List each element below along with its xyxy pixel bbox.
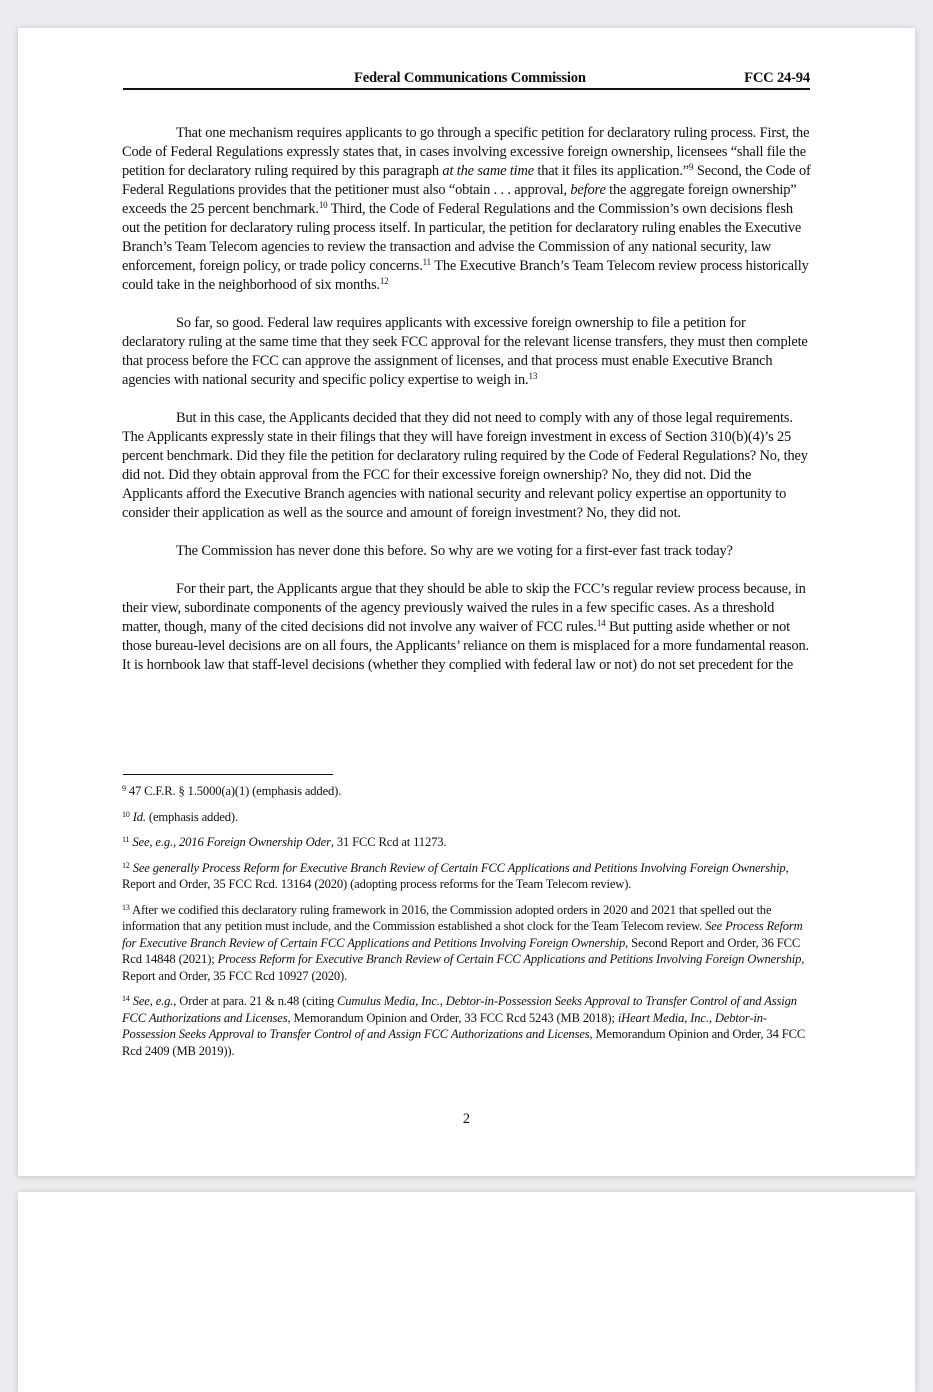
text-run: Second, the Code of Federal Regulations provides that the petitioner must also “obtain . . . approval, <box>122 163 811 198</box>
footnote-ref: 11 <box>422 257 432 267</box>
text-run: Order at para. 21 & n.48 (citing <box>176 994 337 1008</box>
paragraph <box>122 314 812 390</box>
body-text <box>122 124 812 694</box>
document-page <box>18 28 915 1176</box>
footnote-number: 9 <box>122 784 126 793</box>
text-run: For their part, the Applicants argue that they should be able to skip the FCC’s regular review process because, in their view, subordinate components of the agency previously waived the rules in a few specific cases. As a threshold matter, though, many of the cited decisions did not involve any waiver of FCC rules. <box>122 581 806 635</box>
text-run: But in this case, the Applicants decided that they did not need to comply with any of those legal requirements. The Applicants expressly state in their filings that they will have foreign investment in excess of Section 310(b)(4)’s 25 percent benchmark. Did they file the petition for declaratory ruling required by the Code of Federal Regulations? No, they did not. Did they obtain approval from the FCC for their excessive foreign ownership? No, they did not. Did the Applicants afford the Executive Branch agencies with national security and relevant policy expertise an opportunity to consider their application as well as the source and amount of foreign investment? No, they did not. <box>122 410 808 521</box>
header-doc-number: FCC 24-94 <box>744 70 810 86</box>
footnote <box>122 834 814 851</box>
footnote <box>122 809 814 826</box>
footnote <box>122 902 814 985</box>
italic-text: See, e.g., <box>132 994 177 1008</box>
text-run: , Memorandum Opinion and Order, 34 FCC Rcd 2409 (MB 2019)). <box>122 1027 806 1058</box>
italic-text: See Process Reform for Executive Branch Review of Certain FCC Applications and Petitions Involving Foreign Ownership <box>122 919 803 950</box>
footnote-ref: 9 <box>689 162 694 172</box>
footnote-ref: 13 <box>528 371 538 381</box>
text-run: , 31 FCC Rcd at 11273. <box>330 835 447 849</box>
footnote-ref: 14 <box>596 618 606 628</box>
footnote-ref: 12 <box>379 276 389 286</box>
footnote-number: 11 <box>122 835 130 844</box>
page-header <box>123 70 810 90</box>
paragraph <box>122 124 812 295</box>
text-run: So far, so good. Federal law requires applicants with excessive foreign ownership to file a petition for declaratory ruling at the same time that they seek FCC approval for the relevant license transfers, they must then complete that process before the FCC can approve the assignment of licenses, and that process must enable Executive Branch agencies with national security and specific policy expertise to weigh in. <box>122 315 808 388</box>
italic-text: See generally Process Reform for Executive Branch Review of Certain FCC Applications and Petitions Involving Foreign Ownership <box>132 860 786 875</box>
text-run: , Memorandum Opinion and Order, 33 FCC Rcd 5243 (MB 2018); <box>287 1010 618 1025</box>
italic-text: Cumulus Media, Inc., Debtor-in-Possession Seeks Approval to Transfer Control of and Assign FCC Authorizations and Licenses <box>122 994 797 1025</box>
text-run: , Report and Order, 35 FCC Rcd. 13164 (2020) (adopting process reforms for the Team Telecom review). <box>122 860 789 891</box>
footnote <box>122 993 814 1059</box>
paragraph <box>122 542 812 561</box>
text-run: That one mechanism requires applicants to go through a specific petition for declaratory ruling process. First, the Code of Federal Regulations expressly states that, in cases involving excessive foreign ownership, licensees “shall file the petition for declaratory ruling required by this paragraph <box>122 125 810 179</box>
footnote-ref: 10 <box>318 200 328 210</box>
italic-text: iHeart Media, Inc., Debtor-in-Possession Seeks Approval to Transfer Control of and Assign FCC Authorizations and Licenses <box>122 1010 767 1041</box>
text-run: , Report and Order, 35 FCC Rcd 10927 (2020). <box>122 952 805 983</box>
text-run: But putting aside whether or not those bureau-level decisions are on all fours, the Applicants’ reliance on them is misplaced for a more fundamental reason. It is hornbook law that staff-level decisions (whether they complied with federal law or not) do not set precedent for the <box>122 619 809 673</box>
text-run: The Executive Branch’s Team Telecom review process historically could take in the neighborhood of six months. <box>122 258 809 293</box>
footnote-separator <box>123 774 333 775</box>
footnote-number: 12 <box>122 860 130 870</box>
footnote <box>122 860 814 893</box>
footnote-number: 14 <box>122 994 130 1003</box>
italic-text: at the same time <box>442 163 534 179</box>
italic-text: See, e.g., 2016 Foreign Ownership Oder <box>132 835 331 849</box>
italic-text: Process Reform for Executive Branch Review of Certain FCC Applications and Petitions Involving Foreign Ownership <box>217 952 802 966</box>
footnote-number: 13 <box>122 902 130 912</box>
footnote <box>122 783 814 800</box>
paragraph <box>122 409 812 523</box>
text-run: , Second Report and Order, 36 FCC Rcd 14848 (2021); <box>122 935 801 966</box>
paragraph <box>122 580 812 675</box>
text-run: 47 C.F.R. § 1.5000(a)(1) (emphasis added). <box>125 784 342 798</box>
page-number: 2 <box>462 1111 471 1127</box>
footnote-number: 10 <box>122 809 130 819</box>
header-title: Federal Communications Commission <box>354 70 586 86</box>
text-run: Third, the Code of Federal Regulations and the Commission’s own decisions flesh out the petition for declaratory ruling process itself. In particular, the petition for declaratory ruling enables the Executive Branch’s Team Telecom agencies to review the transaction and advise the Commission of any national security, law enforcement, foreign policy, or trade policy concerns. <box>122 201 802 274</box>
text-run: After we codified this declaratory ruling framework in 2016, the Commission adopted orders in 2020 and 2021 that spelled out the information that any petition must include, and the Commission established a shot clock for the Team Telecom review. <box>122 902 772 933</box>
text-run: the aggregate foreign ownership” exceeds the 25 percent benchmark. <box>122 182 797 217</box>
italic-text: Id. <box>132 809 146 824</box>
text-run: (emphasis added). <box>145 809 238 824</box>
italic-text: before <box>570 182 606 198</box>
text-run: that it files its application.” <box>533 163 690 179</box>
footnotes <box>122 783 814 1068</box>
text-run: The Commission has never done this before. So why are we voting for a first-ever fast track today? <box>176 543 733 559</box>
next-page <box>18 1192 915 1392</box>
